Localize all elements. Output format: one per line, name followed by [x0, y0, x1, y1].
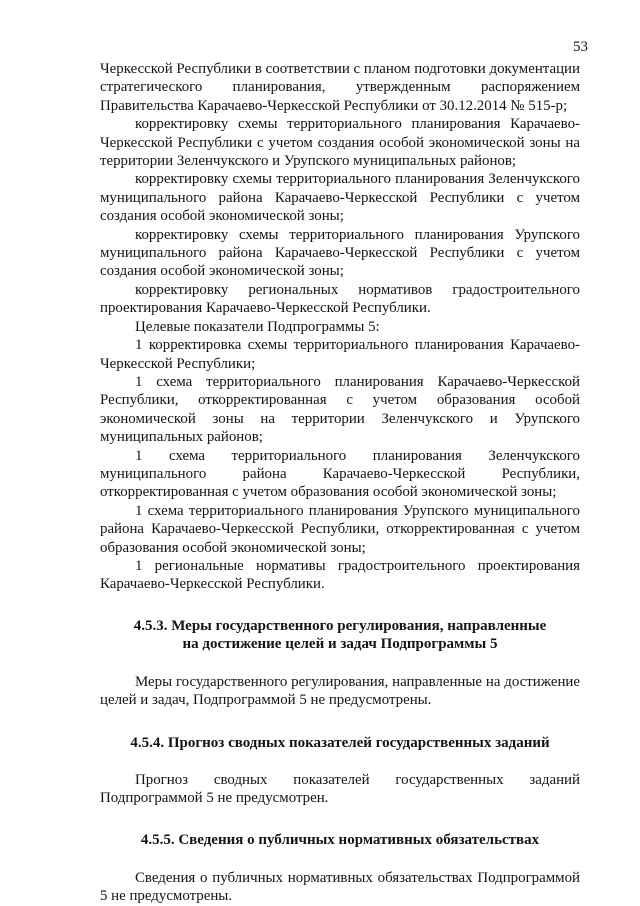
paragraph-target: 1 схема территориального планирования Урупского муниципального района Карачаево-Черкесской Республики, откорректированная с учетом образования особой экономической зоны;: [100, 502, 580, 556]
paragraph-item: корректировку схемы территориального планирования Урупского муниципального района Карачаево-Черкесской Республики с учетом создания особой экономической зоны;: [100, 226, 580, 280]
section-heading-4-5-4: 4.5.4. Прогноз сводных показателей государственных заданий: [130, 735, 550, 752]
section-text-4-5-4: Прогноз сводных показателей государственных заданий Подпрограммой 5 не предусмотрен.: [100, 771, 580, 807]
paragraph-target: 1 региональные нормативы градостроительного проектирования Карачаево-Черкесской Республики.: [100, 557, 580, 593]
paragraph-item: корректировку схемы территориального планирования Карачаево-Черкесской Республики с учетом создания особой экономической зоны на территории Зеленчукского и Урупского муниципальных районов;: [100, 116, 580, 170]
paragraph-target: 1 схема территориального планирования Зеленчукского муниципального района Карачаево-Черкесской Республики, откорректированная с учетом образования особой экономической зоны;: [100, 447, 580, 501]
section-heading-4-5-5: 4.5.5. Сведения о публичных нормативных обязательствах: [140, 831, 540, 848]
section-heading-4-5-3: 4.5.3. Меры государственного регулирования, направленные на достижение целей и задач Подпрограммы 5: [133, 617, 547, 653]
section-text-4-5-5: Сведения о публичных нормативных обязательствах Подпрограммой 5 не предусмотрены.: [100, 870, 580, 905]
paragraph-target: 1 схема территориального планирования Карачаево-Черкесской Республики, откорректированная с учетом образования особой экономической зоны на территории Зеленчукского и Урупского муниципальных районов;: [100, 373, 580, 446]
page-number: 53: [573, 39, 588, 55]
document-body: [100, 60, 580, 906]
paragraph-targets-intro: Целевые показатели Подпрограммы 5:: [135, 318, 380, 335]
paragraph-item: корректировку региональных нормативов градостроительного проектирования Карачаево-Черкесской Республики.: [100, 281, 580, 317]
paragraph-item: корректировку схемы территориального планирования Зеленчукского муниципального района Карачаево-Черкесской Республики с учетом создания особой экономической зоны;: [100, 171, 580, 225]
section-text-4-5-3: Меры государственного регулирования, направленные на достижение целей и задач, Подпрограммой 5 не предусмотрены.: [100, 673, 580, 708]
paragraph-target: 1 корректировка схемы территориального планирования Карачаево-Черкесской Республики;: [100, 337, 580, 372]
paragraph-continuation: Черкесской Республики в соответствии с планом подготовки документации стратегического планирования, утвержденным распоряжением Правительства Карачаево-Черкесской Республики от 30.12.2014 № 515-р;: [100, 61, 580, 114]
